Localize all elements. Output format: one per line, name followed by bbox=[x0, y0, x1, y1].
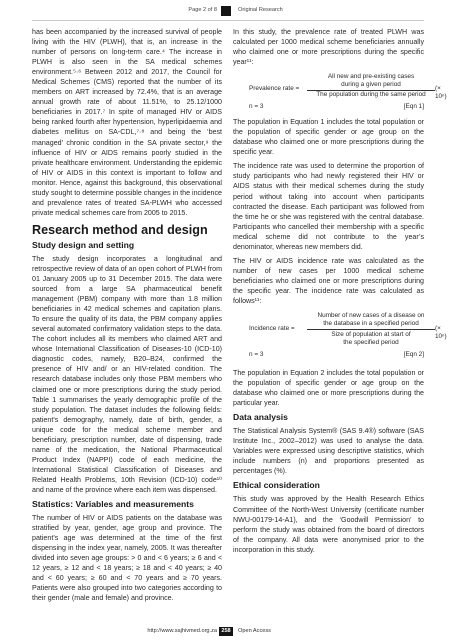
eq2-denominator-line1: Size of population at start of bbox=[331, 331, 411, 339]
prevalence-paragraph: In this study, the prevalence rate of treated PLWH was calculated per 1000 medical scheme beneficiaries annually who claimed one or more prescriptions during the specific year¹¹: bbox=[233, 28, 424, 67]
population-paragraph-1: The population in Equation 1 includes the total population or the population of specific gender or age group on the database who claimed one or more prescriptions during the specific year. bbox=[233, 118, 424, 157]
left-column bbox=[32, 27, 222, 607]
eq2-fraction-bar bbox=[307, 329, 435, 330]
open-access-label: Open Access bbox=[238, 628, 271, 634]
intro-paragraph: has been accompanied by the increased survival of people living with the HIV (PLWH), that is, an increase in the number of persons on long-term care.⁴ The increase in PLWH is also seen in the SA medical schemes environment.⁵·⁶ Between 2012 and 2017, the Council for Medical Schemes (CMS) reported that the number of its members on ART increased by 72.4%, that is an average annual growth rate of about 11.51%, to 25.12/1000 beneficiaries in 2017.⁷ In spite of managed HIV or AIDS being ranked fourth after hypertension, hyperlipidaemia and diabetes mellitus on SA-CDL,⁷·⁸ and being the ‘best managed’ chronic condition in the SA private sector,⁹ the influence of HIV or AIDS remains poorly studied in the private healthcare environment. Understanding the epidemic of HIV or AIDS in this context is important to follow and monitor. Hence, against this background, this observational study sought to determine possible changes in the incidence and prevalence rates of treated SA-PLWH who accessed private medical schemes care from 2005 to 2015. bbox=[32, 28, 222, 217]
heading-ethics: Ethical consideration bbox=[233, 480, 320, 491]
eq2-multiplier: (× 10ⁿ) bbox=[435, 325, 447, 341]
study-design-paragraph: The study design incorporates a longitudinal and retrospective review of data of an open cohort of PLWH from 01 January 2005 up to 31 December 2015. The data were sourced from a large SA pharmaceutical benefit management (PBM) company with more than 1.8 million beneficiaries in 42 medical schemes and capitation plans. To ensure the quality of its data, the PBM company applies several automated confirmatory validation steps to the data. The cohort includes all its members who claimed ART and whose International Classification of Diseases-10 (ICD-10) diagnostic codes, namely, B20–B24, confirmed the presence of HIV and/ or an HIV-related condition. The research database includes only those PBM members who claimed one or more prescriptions during the study period. Table 1 summarises the yearly demographic profile of the study population. The dataset includes the following fields: patient’s demography, namely, date of birth, gender, a unique code for the medical scheme member and beneficiary, prescription number, date of dispensing, trade name of the medication, the National Pharmaceutical Product Index (NAPPI) code of each medicine, the International Statistical Classification of Diseases and Related Health Problems, 10th Revision (ICD-10) code¹⁰ and name of the province where each item was dispensed. bbox=[32, 254, 222, 494]
incidence-calc-paragraph: The HIV or AIDS incidence rate was calculated as the number of new cases per 1000 medical scheme beneficiaries who claimed one or more prescriptions during the specific year. The incidence rate was calculated as follows¹¹: bbox=[233, 256, 424, 305]
right-column bbox=[233, 27, 447, 559]
eq1-multiplier: (× 10ⁿ) bbox=[435, 85, 447, 101]
eq1-numerator-line2: during a given period bbox=[341, 81, 401, 89]
eq1-lhs: Prevalence rate = bbox=[249, 85, 300, 93]
eq2-tag: [Eqn 2] bbox=[403, 351, 424, 359]
equation-2 bbox=[233, 312, 447, 362]
eq2-lhs: Incidence rate = bbox=[249, 325, 295, 333]
population-paragraph-2: The population in Equation 2 includes the total population or the population of specific gender or age group on the database who claimed one or more prescriptions during the particular year. bbox=[233, 369, 424, 408]
eq2-numerator-line1: Number of new cases of a disease on bbox=[317, 312, 425, 320]
eq2-numerator-line2: the database in a specified period bbox=[323, 320, 419, 328]
eq1-tag: [Eqn 1] bbox=[403, 103, 424, 111]
page-count: Page 2 of 8 bbox=[188, 7, 217, 13]
header-marker bbox=[221, 6, 231, 16]
page-number: 258 bbox=[219, 627, 233, 636]
eq2-denominator-line2: the specified period bbox=[343, 339, 399, 347]
eq2-n: n = 3 bbox=[249, 351, 264, 359]
page-footer bbox=[0, 628, 453, 638]
journal-url-link[interactable]: http://www.sajhivmed.org.za bbox=[147, 628, 217, 634]
heading-data-analysis: Data analysis bbox=[233, 412, 288, 423]
statistics-paragraph: The number of HIV or AIDS patients on the database was stratified by year, gender, age group and province. The patient’s age was determined at the time of the first dispensing in the index year, namely, 2005. It was thereafter divided into seven age groups: > 0 and < 6 years; ≥ 6 and < 12 years, ≥ 12 and < 18 years; ≥ 18 and < 40 years; ≥ 40 and < 60 years; ≥ 60 and < 70 years and ≥ 70 years. Patients were also grouped into two categories according to their gender (male and female) and province. bbox=[32, 514, 222, 603]
ethics-paragraph: This study was approved by the Health Research Ethics Committee of the North-West University (certificate number NWU-00179-14-A1), and the ‘Goodwill Permission’ to perform the study was obtained from the board of directors of the company. All data were anonymised prior to the incorporation in this study. bbox=[233, 495, 424, 554]
eq1-numerator-line1: All new and pre-existing cases bbox=[327, 73, 415, 81]
section-label: Original Research bbox=[238, 7, 283, 13]
header-rule bbox=[32, 20, 424, 21]
page-header bbox=[0, 7, 453, 19]
heading-statistics: Statistics: Variables and measurements bbox=[32, 499, 194, 510]
heading-study-design: Study design and setting bbox=[32, 239, 135, 250]
eq1-n: n = 3 bbox=[249, 103, 264, 111]
heading-research-method: Research method and design bbox=[32, 222, 208, 237]
equation-1 bbox=[233, 73, 447, 111]
incidence-paragraph: The incidence rate was used to determine the proportion of study participants who had newly registered their HIV or AIDS status with their medical schemes during the study period without taking into account when participants contracted the disease. Each participant was followed from the time he or she was registered with the central database. Participants who cancelled their membership with a specific medical scheme did not contribute to the year’s denominator, whereas new members did. bbox=[233, 162, 424, 251]
data-analysis-paragraph: The Statistical Analysis System® (SAS 9.4®) software (SAS Institute Inc., 2002–2012) was used to analyse the data. Variables were expressed using descriptive statistics, which include numbers (n) and proportions presented as percentages (%). bbox=[233, 427, 424, 476]
eq1-denominator: The population during the same period bbox=[316, 91, 426, 99]
